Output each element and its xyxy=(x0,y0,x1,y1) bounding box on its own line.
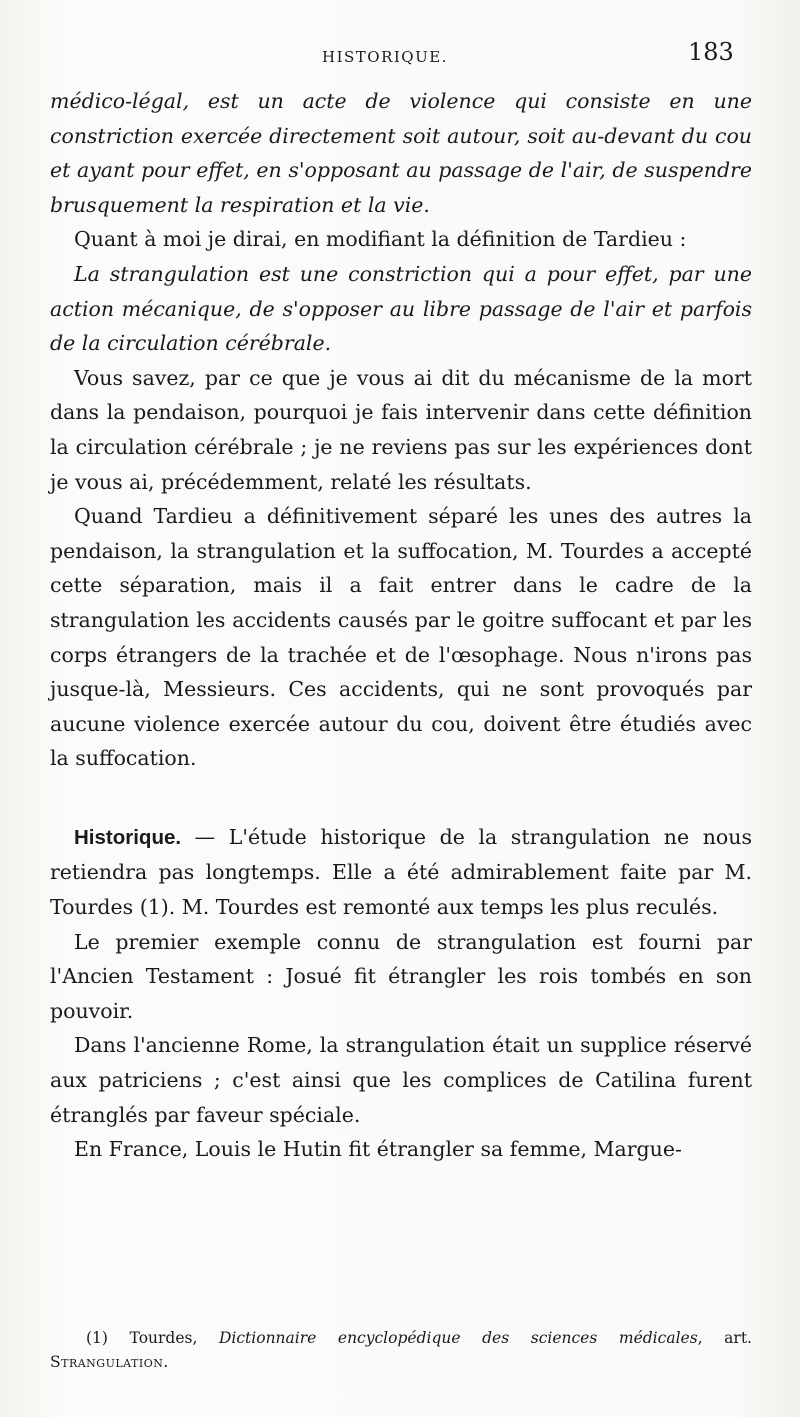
footnote-ref: , art. xyxy=(697,1329,752,1347)
historique-text: — L'étude historique de la strangulation ne nous retiendra pas longtemps. Elle a été admirablement faite par M. Tourdes (1). M. Tourdes est remonté aux temps les plus reculés. xyxy=(50,824,752,920)
paragraph-historique xyxy=(50,820,752,925)
body-text xyxy=(50,84,752,1167)
paragraph-tourdes-separation: Quand Tardieu a définitivement séparé les unes des autres la pendaison, la strangulation et la suffocation, M. Tourdes a accepté cette séparation, mais il a fait entrer dans le cadre de la strangulation les accidents causés par le goitre suffocant et par les corps étrangers de la trachée et de l'œsophage. Nous n'irons pas jusque-là, Messieurs. Ces accidents, qui ne sont provoqués par aucune violence exercée autour du cou, doivent être étudiés avec la suffocation. xyxy=(50,504,752,771)
section-heading: Historique. xyxy=(74,825,182,849)
footnote-entry: Strangulation. xyxy=(50,1353,169,1371)
paragraph-old-testament: Le premier exemple connu de strangulation est fourni par l'Ancien Testament : Josué fit étrangler les rois tombés en son pouvoir. xyxy=(50,929,752,1023)
footnote-text xyxy=(50,1326,752,1374)
page-number: 183 xyxy=(688,38,734,66)
paragraph-rome: Dans l'ancienne Rome, la strangulation était un supplice réservé aux patriciens ; c'est ainsi que les complices de Catilina furent étranglés par faveur spéciale. xyxy=(50,1033,752,1127)
paragraph-definition-tardieu: médico-légal, est un acte de violence qui consiste en une constriction exercée directement soit autour, soit au-devant du cou et ayant pour effet, en s'opposant au passage de l'air, de suspendre brusquement la respiration et la vie. xyxy=(50,89,752,217)
page-header xyxy=(0,38,800,68)
paragraph-cerebral-circulation: Vous savez, par ce que je vous ai dit du mécanisme de la mort dans la pendaison, pourquoi je fais intervenir dans cette définition la circulation cérébrale ; je ne reviens pas sur les expériences dont je vous ai, précédemment, relaté les résultats. xyxy=(50,365,752,494)
footnote-work-title: Dictionnaire encyclopédique des sciences médicales xyxy=(218,1329,698,1347)
paragraph-own-definition-intro: Quant à moi je dirai, en modifiant la définition de Tardieu : xyxy=(74,227,687,252)
paragraph-own-definition: La strangulation est une constriction qui a pour effet, par une action mécanique, de s'opposer au libre passage de l'air et parfois de la circulation cérébrale. xyxy=(50,261,752,356)
section-gap xyxy=(50,776,752,820)
footnote-marker: (1) xyxy=(86,1329,108,1347)
running-head: HISTORIQUE. xyxy=(322,48,448,66)
footnote xyxy=(50,1326,752,1374)
footnote-author: Tourdes, xyxy=(107,1329,219,1347)
paragraph-france: En France, Louis le Hutin fit étrangler sa femme, Margue- xyxy=(74,1137,682,1162)
